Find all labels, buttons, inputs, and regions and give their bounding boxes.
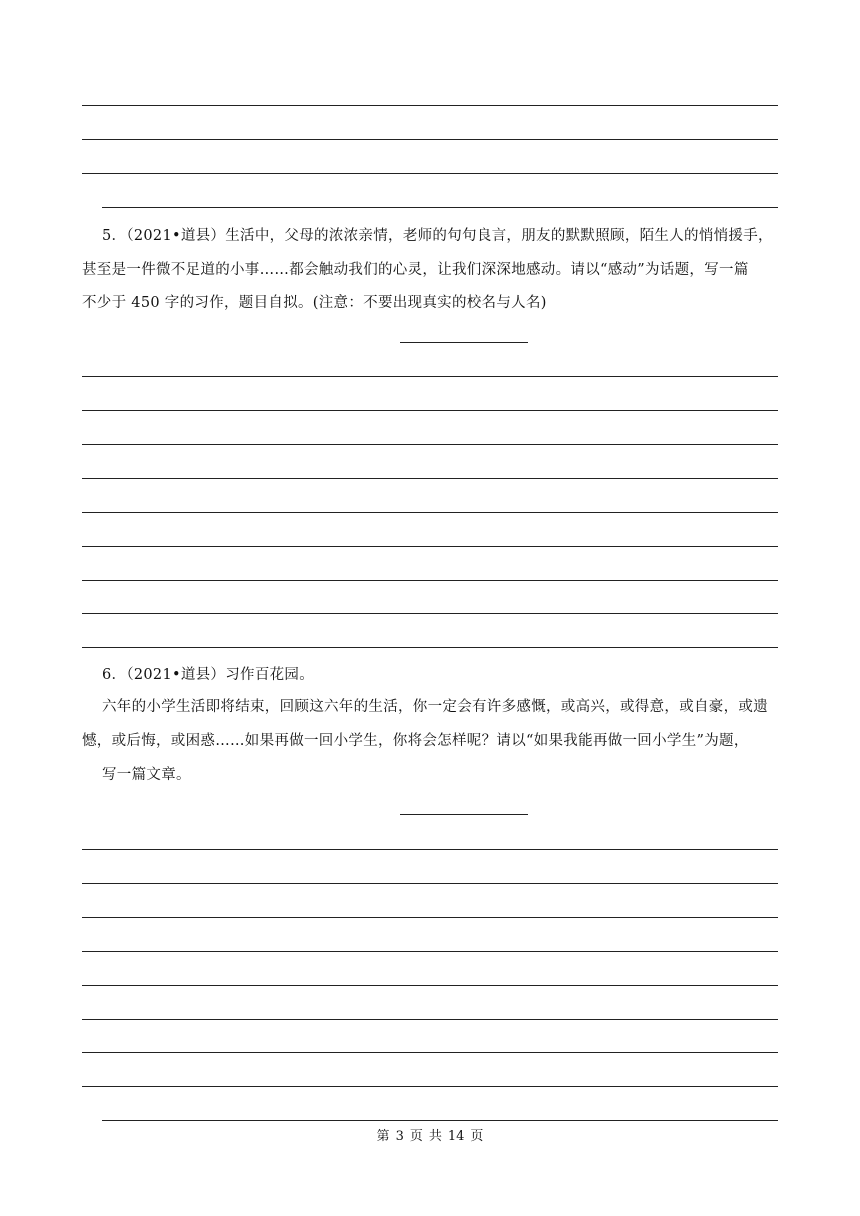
question5-line-2: 甚至是一件微不足道的小事……都会触动我们的心灵，让我们深深地感动。请以“感动”为话题，写一篇 — [82, 262, 749, 278]
writing-line — [82, 546, 778, 547]
writing-line — [82, 139, 778, 140]
writing-line — [82, 1052, 778, 1053]
writing-line — [82, 985, 778, 986]
writing-line — [82, 883, 778, 884]
writing-line — [82, 410, 778, 411]
writing-line — [82, 849, 778, 850]
footer-total-suffix: 页 — [470, 1129, 484, 1144]
question6-line-1: 六年的小学生活即将结束，回顾这六年的生活，你一定会有许多感慨，或高兴，或得意，或自豪，或遗 — [102, 699, 768, 715]
footer-page-mid: 页 — [409, 1129, 423, 1144]
writing-line — [82, 478, 778, 479]
footer-total-label: 共 — [428, 1129, 442, 1144]
writing-line — [102, 207, 778, 208]
writing-line — [82, 376, 778, 377]
writing-line — [82, 613, 778, 614]
writing-line — [82, 951, 778, 952]
question5-line-1: 5．（2021•道县）生活中，父母的浓浓亲情，老师的句句良言，朋友的默默照顾，陌生人的悄悄援手， — [102, 228, 773, 244]
footer-page-prefix: 第 — [376, 1129, 390, 1144]
writing-line — [82, 444, 778, 445]
question6-line-3: 写一篇文章。 — [102, 767, 191, 783]
writing-line — [82, 173, 778, 174]
writing-line — [82, 647, 778, 648]
page-footer — [0, 1128, 860, 1146]
writing-line — [82, 512, 778, 513]
writing-line — [102, 1120, 778, 1121]
writing-line — [82, 580, 778, 581]
footer-page-number: 3 — [395, 1129, 404, 1144]
writing-line — [82, 917, 778, 918]
footer-total-pages: 14 — [447, 1129, 465, 1144]
essay-title-blank — [400, 342, 528, 343]
question6-heading: 6．（2021•道县）习作百花园。 — [102, 667, 315, 683]
writing-line — [82, 1019, 778, 1020]
essay-title-blank — [400, 814, 528, 815]
writing-line — [82, 105, 778, 106]
writing-line — [82, 1086, 778, 1087]
question5-line-3: 不少于 450 字的习作，题目自拟。(注意：不要出现真实的校名与人名) — [82, 295, 547, 311]
question6-line-2: 憾，或后悔，或困惑……如果再做一回小学生，你将会怎样呢？请以“如果我能再做一回小学生”为题， — [82, 733, 749, 749]
